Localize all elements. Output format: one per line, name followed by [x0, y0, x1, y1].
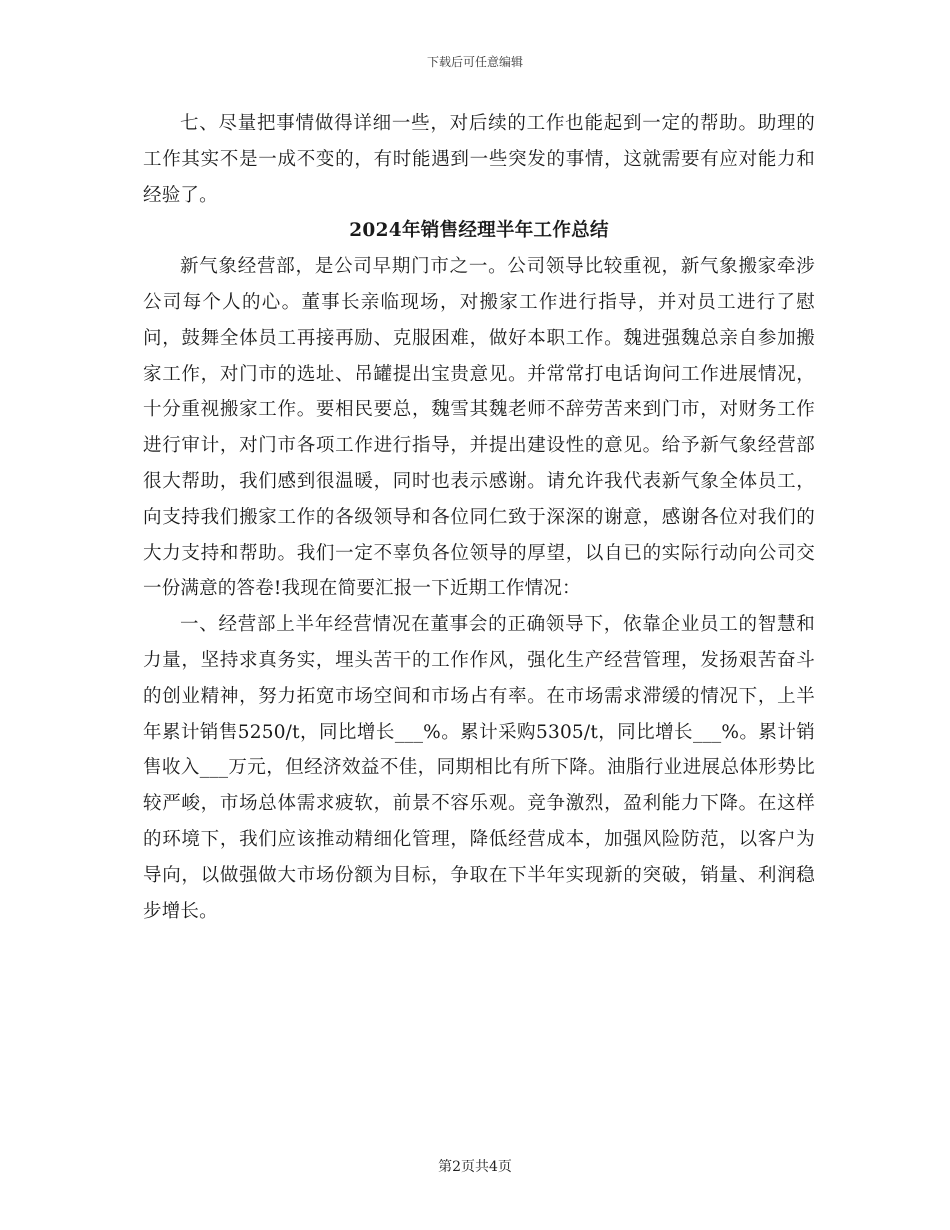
document-body	[143, 106, 815, 929]
page-header-note: 下载后可任意编辑	[426, 55, 523, 69]
document-title: 2024年销售经理半年工作总结	[349, 220, 609, 242]
paragraph-item-seven: 七、尽量把事情做得详细一些，对后续的工作也能起到一定的帮助。助理的工作其实不是一成不变的，有时能遇到一些突发的事情，这就需要有应对能力和经验了。	[143, 113, 815, 206]
page-number: 第2页共4页	[438, 1159, 512, 1175]
paragraph-business-overview: 一、经营部上半年经营情况在董事会的正确领导下，依靠企业员工的智慧和力量，坚持求真务实，埋头苦干的工作作风，强化生产经营管理，发扬艰苦奋斗的创业精神，努力拓宽市场空间和市场占有率。在市场需求滞缓的情况下，上半年累计销售5250/t，同比增长___%。累计采购5305/t，同比增长___%。累计销售收入___万元，但经济效益不佳，同期相比有所下降。油脂行业进展总体形势比较严峻，市场总体需求疲软，前景不容乐观。竞争激烈，盈利能力下降。在这样的环境下，我们应该推动精细化管理，降低经营成本，加强风险防范，以客户为导向，以做强做大市场份额为目标，争取在下半年实现新的突破，销量、利润稳步增长。	[143, 614, 815, 922]
paragraph-introduction: 新气象经营部，是公司早期门市之一。公司领导比较重视，新气象搬家牵涉公司每个人的心。董事长亲临现场，对搬家工作进行指导，并对员工进行了慰问，鼓舞全体员工再接再励、克服困难，做好本职工作。魏进强魏总亲自参加搬家工作，对门市的选址、吊罐提出宝贵意见。并常常打电话询问工作进展情况，十分重视搬家工作。要相民要总，魏雪其魏老师不辞劳苦来到门市，对财务工作进行审计，对门市各项工作进行指导，并提出建设性的意见。给予新气象经营部很大帮助，我们感到很温暖，同时也表示感谢。请允许我代表新气象全体员工，向支持我们搬家工作的各级领导和各位同仁致于深深的谢意，感谢各位对我们的大力支持和帮助。我们一定不辜负各位领导的厚望，以自已的实际行动向公司交一份满意的答卷!我现在简要汇报一下近期工作情况：	[143, 256, 815, 600]
